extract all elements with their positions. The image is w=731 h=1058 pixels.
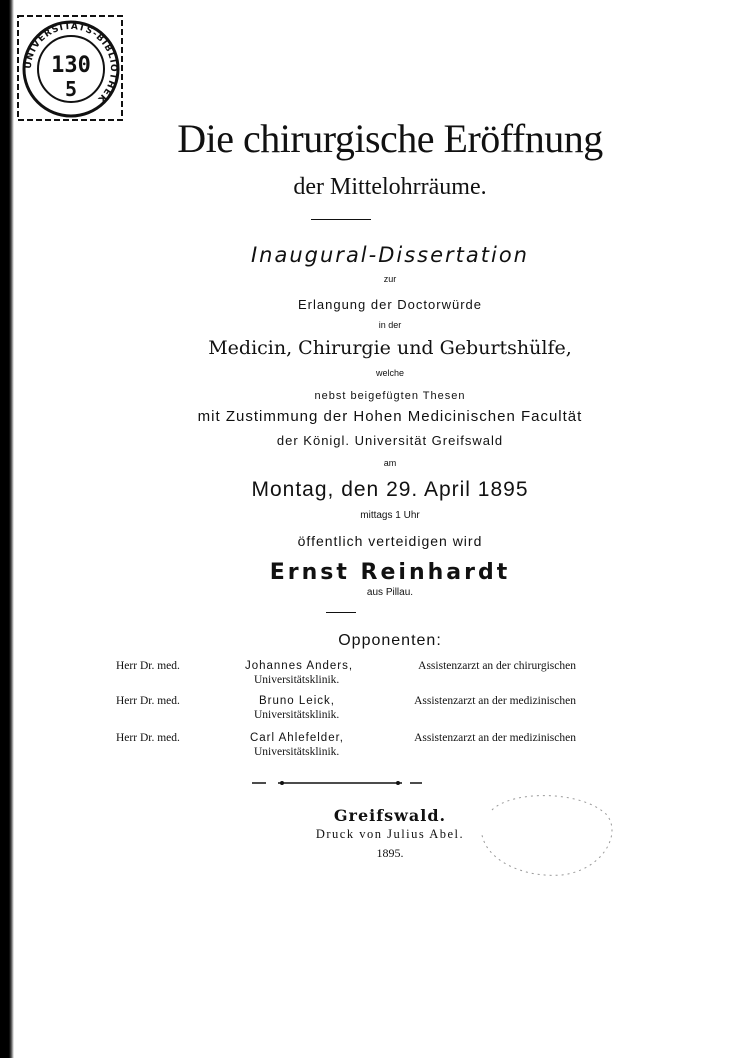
publication-place: Greifswald. bbox=[333, 806, 447, 825]
ornamental-divider bbox=[252, 779, 422, 787]
opponent-name: Johannes Anders, bbox=[244, 660, 354, 672]
purpose-line: Erlangung der Doctorwürde bbox=[298, 297, 482, 312]
thesis-subtitle: der Mittelohrräume. bbox=[293, 174, 487, 200]
in-der-text: in der bbox=[378, 320, 402, 330]
theses-line: nebst beigefügten Thesen bbox=[314, 390, 466, 402]
opponent-name: Bruno Leick, bbox=[259, 695, 335, 707]
opponent-role: Assistenzarzt an der medizinischen bbox=[414, 732, 576, 744]
stamp-ring-text: UNIVERSITÄTS-BIBLIOTHEK bbox=[23, 21, 119, 105]
author-name: Ernst Reinhardt bbox=[269, 560, 511, 585]
library-stamp bbox=[16, 14, 126, 124]
consent-line: mit Zustimmung der Hohen Medicinischen Facultät bbox=[197, 408, 583, 425]
welche-text: welche bbox=[375, 368, 404, 378]
opponent-entry bbox=[116, 659, 576, 687]
thesis-title: Die chirurgische Eröffnung bbox=[177, 116, 603, 161]
opponent-role: Assistenzarzt an der chirurgischen bbox=[418, 660, 576, 672]
opponent-entry bbox=[116, 694, 576, 722]
stamp-subnumber: 5 bbox=[64, 77, 78, 101]
opponent-clinic: Universitätsklinik. bbox=[254, 709, 340, 721]
printer-line: Druck von Julius Abel. bbox=[315, 827, 465, 841]
defend-line: öffentlich verteidigen wird bbox=[297, 533, 483, 549]
opponent-name: Carl Ahlefelder, bbox=[249, 732, 344, 744]
opponent-entry bbox=[116, 731, 576, 759]
defense-date: Montag, den 29. April 1895 bbox=[251, 478, 529, 501]
stamp-number: 130 bbox=[51, 53, 91, 78]
author-origin: aus Pillau. bbox=[366, 587, 414, 598]
opponent-prefix: Herr Dr. med. bbox=[116, 660, 180, 672]
faculty-fields: Medicin, Chirurgie und Geburtshülfe, bbox=[208, 337, 572, 359]
opponents-heading: Opponenten: bbox=[338, 632, 442, 649]
opponent-prefix: Herr Dr. med. bbox=[116, 732, 180, 744]
publication-year: 1895. bbox=[376, 846, 404, 860]
bleed-through-smudge bbox=[472, 790, 622, 880]
am-text: am bbox=[383, 458, 397, 468]
university-line: der Königl. Universität Greifswald bbox=[276, 433, 504, 448]
author-rule bbox=[326, 612, 356, 613]
dissertation-heading: Inaugural-Dissertation bbox=[250, 243, 529, 267]
defense-time: mittags 1 Uhr bbox=[360, 510, 420, 521]
opponent-prefix: Herr Dr. med. bbox=[116, 695, 180, 707]
title-rule bbox=[311, 219, 371, 220]
opponent-clinic: Universitätsklinik. bbox=[254, 674, 340, 686]
opponent-clinic: Universitätsklinik. bbox=[254, 746, 340, 758]
book-spine-edge bbox=[0, 0, 14, 1058]
opponent-role: Assistenzarzt an der medizinischen bbox=[414, 695, 576, 707]
zur-text: zur bbox=[383, 274, 397, 284]
